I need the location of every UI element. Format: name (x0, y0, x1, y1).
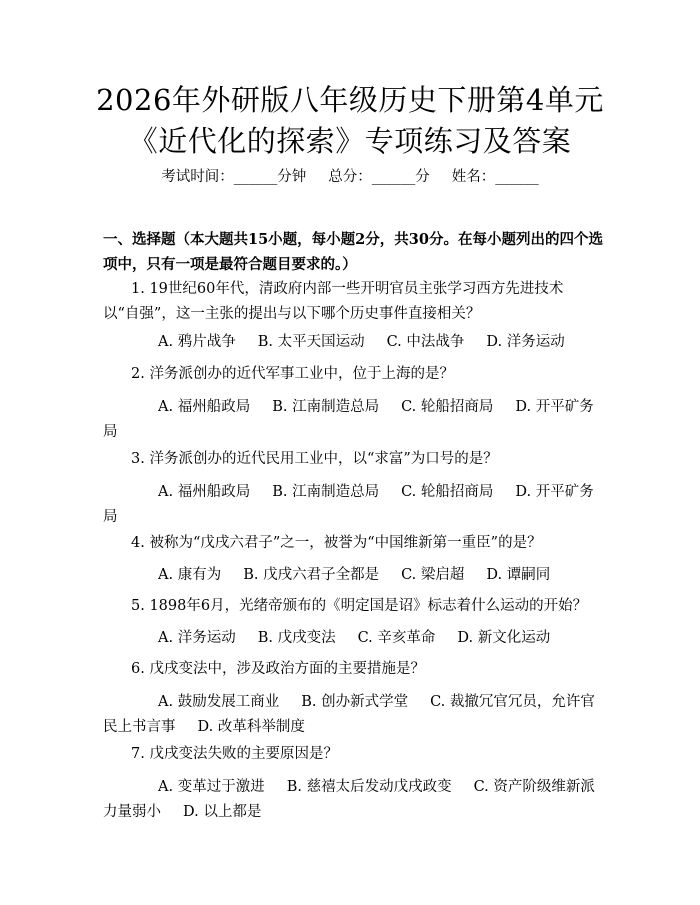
option-d: D. 以上都是 (183, 804, 262, 820)
document-title: 2026年外研版八年级历史下册第4单元《近代化的探索》专项练习及答案 (96, 83, 604, 158)
option-a: A. 福州船政局 (158, 399, 251, 415)
option-b: B. 戊戌六君子全都是 (243, 567, 380, 583)
option-d: D. 洋务运动 (486, 334, 565, 350)
option-b: B. 江南制造总局 (272, 399, 380, 415)
option-c: C. 资产阶级维新派力量弱小 (103, 779, 595, 820)
question-7-options (103, 775, 598, 825)
option-b: B. 江南制造总局 (272, 484, 380, 500)
question-2-options (103, 395, 598, 445)
option-b: B. 创办新式学堂 (301, 694, 409, 710)
option-c: C. 裁撤冗官冗员，允许官民上书言事 (103, 694, 595, 735)
question-6-options (103, 690, 598, 740)
option-a: A. 变革过于激进 (158, 779, 265, 795)
question-1-options (103, 330, 598, 355)
option-d: D. 改革科举制度 (197, 719, 305, 735)
time-field: 考试时间：______分钟 (161, 169, 307, 185)
option-a: A. 洋务运动 (158, 630, 236, 646)
option-b: B. 戊戌变法 (257, 630, 336, 646)
exam-meta (0, 167, 700, 187)
option-d: D. 开平矿务局 (103, 484, 594, 525)
option-c: C. 轮船招商局 (401, 399, 494, 415)
question-5-stem: 5. 1898年6月，光绪帝颁布的《明定国是诏》标志着什么运动的开始？ (131, 598, 588, 614)
option-a: A. 鼓励发展工商业 (158, 694, 280, 710)
section-heading: 一、选择题（本大题共15小题，每小题2分，共30分。在每小题列出的四个选项中，只有一项是最符合题目要求的。） (103, 231, 603, 273)
option-c: C. 中法战争 (386, 334, 465, 350)
score-field: 总分：______分 (328, 169, 430, 185)
option-a: A. 福州船政局 (158, 484, 251, 500)
option-a: A. 康有为 (158, 567, 222, 583)
option-d: D. 开平矿务局 (103, 399, 594, 440)
option-b: B. 太平天国运动 (257, 334, 365, 350)
option-c: C. 轮船招商局 (401, 484, 494, 500)
option-b: B. 慈禧太后发动戊戌政变 (286, 779, 452, 795)
question-2-stem: 2. 洋务派创办的近代军事工业中，位于上海的是？ (131, 366, 454, 382)
question-3-options (103, 480, 598, 530)
name-field: 姓名：______ (451, 169, 539, 185)
option-a: A. 鸦片战争 (158, 334, 236, 350)
question-4-options (103, 563, 598, 588)
question-6-stem: 6. 戊戌变法中，涉及政治方面的主要措施是？ (131, 661, 425, 677)
question-5-options (103, 626, 598, 651)
option-d: D. 新文化运动 (457, 630, 551, 646)
question-7-stem: 7. 戊戌变法失败的主要原因是？ (131, 746, 338, 762)
option-d: D. 谭嗣同 (486, 567, 551, 583)
option-c: C. 梁启超 (401, 567, 465, 583)
question-1-stem: 1. 19世纪60年代，清政府内部一些开明官员主张学习西方先进技术以“自强”，这一主张的提出与以下哪个历史事件直接相关？ (103, 281, 564, 322)
question-4-stem: 4. 被称为“戊戌六君子”之一，被誉为“中国维新第一重臣”的是？ (131, 535, 542, 551)
option-c: C. 辛亥革命 (357, 630, 436, 646)
question-3-stem: 3. 洋务派创办的近代民用工业中，以“求富”为口号的是？ (131, 451, 498, 467)
